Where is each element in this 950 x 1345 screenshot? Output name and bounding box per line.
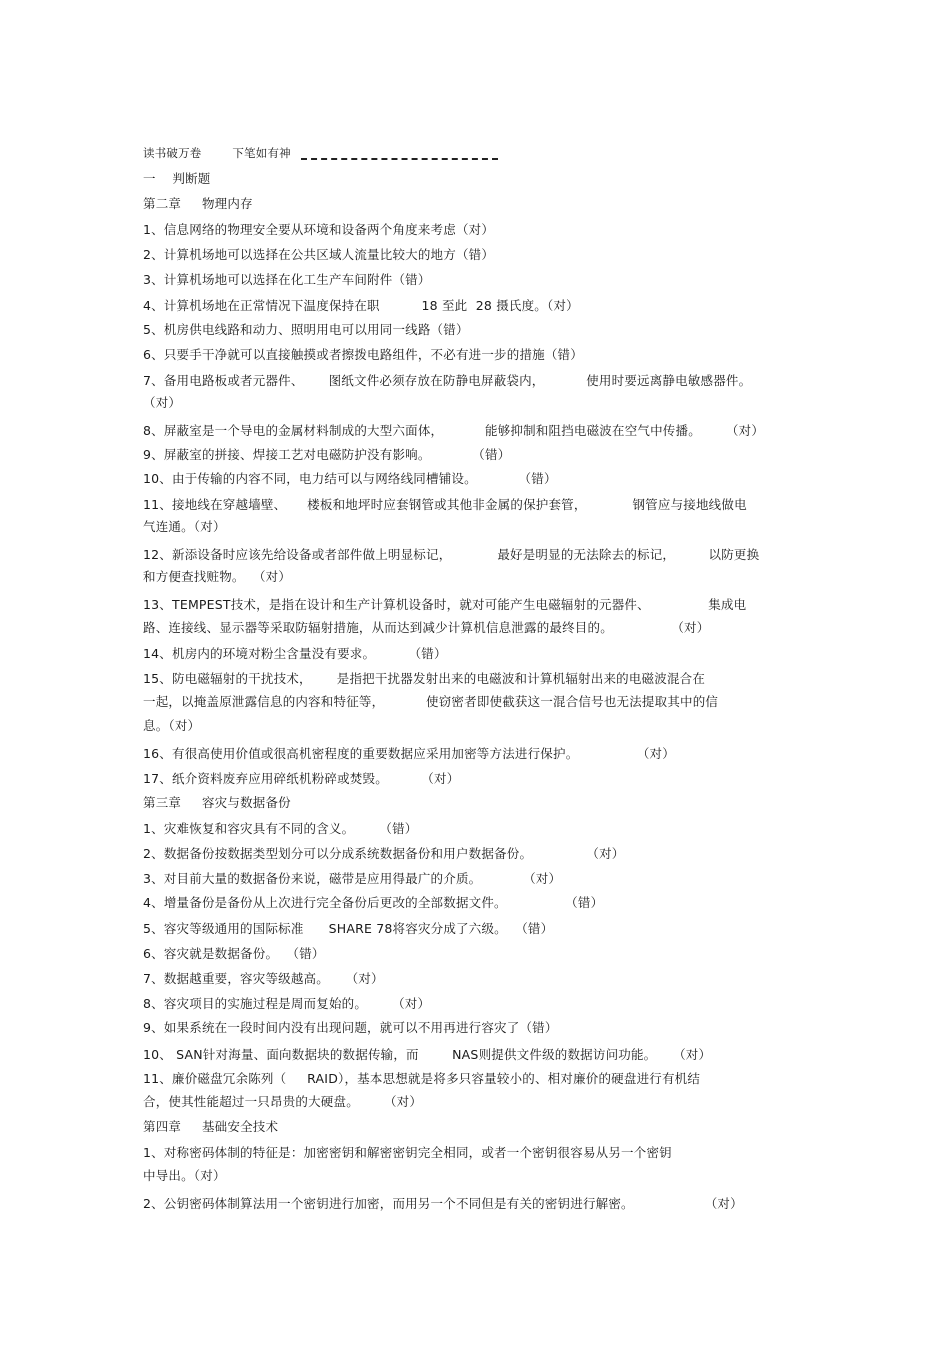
question-item: 3、计算机场地可以选择在化工生产车间附件（错） (143, 272, 431, 287)
question-item: 10、由于传输的内容不同，电力结可以与网络线同槽铺设。 （错） (143, 471, 557, 486)
chapter-heading: 第二章 物理内存 (143, 196, 253, 211)
question-item: 7、备用电路板或者元器件、 图纸文件必须存放在防静电屏蔽袋内， 使用时要远离静电敏感器件。 (143, 373, 752, 388)
question-item: 11、接地线在穿越墙壁、 楼板和地坪时应套钢管或其他非金属的保护套管， 钢管应与接地线做电 (143, 497, 747, 512)
question-item-cont: 息。（对） (143, 718, 201, 733)
question-item: 1、灾难恢复和容灾具有不同的含义。 （错） (143, 821, 418, 836)
chapter-heading: 第四章 基础安全技术 (143, 1119, 279, 1134)
question-item: 1、对称密码体制的特征是：加密密钥和解密密钥完全相同，或者一个密钥很容易从另一个密钥 (143, 1145, 672, 1160)
question-item: 8、容灾项目的实施过程是周而复始的。 （对） (143, 996, 431, 1011)
question-item: 6、容灾就是数据备份。 （错） (143, 946, 325, 961)
question-item: 7、数据越重要，容灾等级越高。 （对） (143, 971, 384, 986)
question-item: 9、如果系统在一段时间内没有出现问题，就可以不用再进行容灾了（错） (143, 1020, 558, 1035)
question-item: 13、TEMPEST技术，是指在设计和生产计算机设备时，就对可能产生电磁辐射的元器件、 集成电 (143, 597, 747, 612)
question-item: 6、只要手干净就可以直接触摸或者擦拨电路组件，不必有进一步的措施（错） (143, 347, 583, 362)
question-item-cont: 和方便查找赃物。 （对） (143, 569, 292, 584)
header-dashed-rule (301, 158, 498, 160)
question-item: 4、增量备份是备份从上次进行完全备份后更改的全部数据文件。 （错） (143, 895, 604, 910)
question-item: 17、纸介资料废弃应用碎纸机粉碎或焚毁。 （对） (143, 771, 460, 786)
question-item: 2、公钥密码体制算法用一个密钥进行加密，而用另一个不同但是有关的密钥进行解密。 （对） (143, 1196, 743, 1211)
question-item: 4、计算机场地在正常情况下温度保持在职 18 至此 28 摄氏度。（对） (143, 298, 579, 313)
question-item: 16、有很高使用价值或很高机密程度的重要数据应采用加密等方法进行保护。 （对） (143, 746, 675, 761)
question-item: 15、防电磁辐射的干扰技术， 是指把干扰器发射出来的电磁波和计算机辐射出来的电磁波混合在 (143, 671, 706, 686)
question-item: 5、容灾等级通用的国际标准 SHARE 78将容灾分成了六级。 （错） (143, 921, 554, 936)
question-item-cont: 气连通。（对） (143, 519, 226, 534)
question-item-cont: （对） (143, 395, 182, 410)
section-heading: 一 判断题 (143, 171, 211, 186)
chapter-heading: 第三章 容灾与数据备份 (143, 795, 291, 810)
question-item: 12、新添设备时应该先给设备或者部件做上明显标记， 最好是明显的无法除去的标记， 以防更换 (143, 547, 760, 562)
question-item: 2、计算机场地可以选择在公共区域人流量比较大的地方（错） (143, 247, 495, 262)
question-item-cont: 合，使其性能超过一只昂贵的大硬盘。 （对） (143, 1094, 423, 1109)
question-item: 9、屏蔽室的拼接、焊接工艺对电磁防护没有影响。 （错） (143, 447, 511, 462)
question-item-cont: 一起，以掩盖原泄露信息的内容和特征等， 使窃密者即使截获这一混合信号也无法提取其中的信 (143, 694, 719, 709)
question-item: 14、机房内的环境对粉尘含量没有要求。 （错） (143, 646, 447, 661)
question-item: 5、机房供电线路和动力、照明用电可以用同一线路（错） (143, 322, 469, 337)
question-item: 1、信息网络的物理安全要从环境和设备两个角度来考虑（对） (143, 222, 495, 237)
question-item-cont: 路、连接线、显示器等采取防辐射措施，从而达到减少计算机信息泄露的最终目的。 （对） (143, 620, 710, 635)
question-item: 3、对目前大量的数据备份来说，磁带是应用得最广的介质。 （对） (143, 871, 562, 886)
question-item-cont: 中导出。（对） (143, 1168, 226, 1183)
question-item: 11、廉价磁盘冗余陈列（ RAID），基本思想就是将多只容量较小的、相对廉价的硬盘进行有机结 (143, 1071, 701, 1086)
header-motto: 读书破万卷 下笔如有神 (143, 146, 291, 160)
question-item: 2、数据备份按数据类型划分可以分成系统数据备份和用户数据备份。 （对） (143, 846, 625, 861)
question-item: 10、 SAN针对海量、面向数据块的数据传输，而 NAS则提供文件级的数据访问功能。 （对） (143, 1047, 712, 1062)
question-item: 8、屏蔽室是一个导电的金属材料制成的大型六面体， 能够抑制和阻挡电磁波在空气中传播。 （对） (143, 423, 765, 438)
